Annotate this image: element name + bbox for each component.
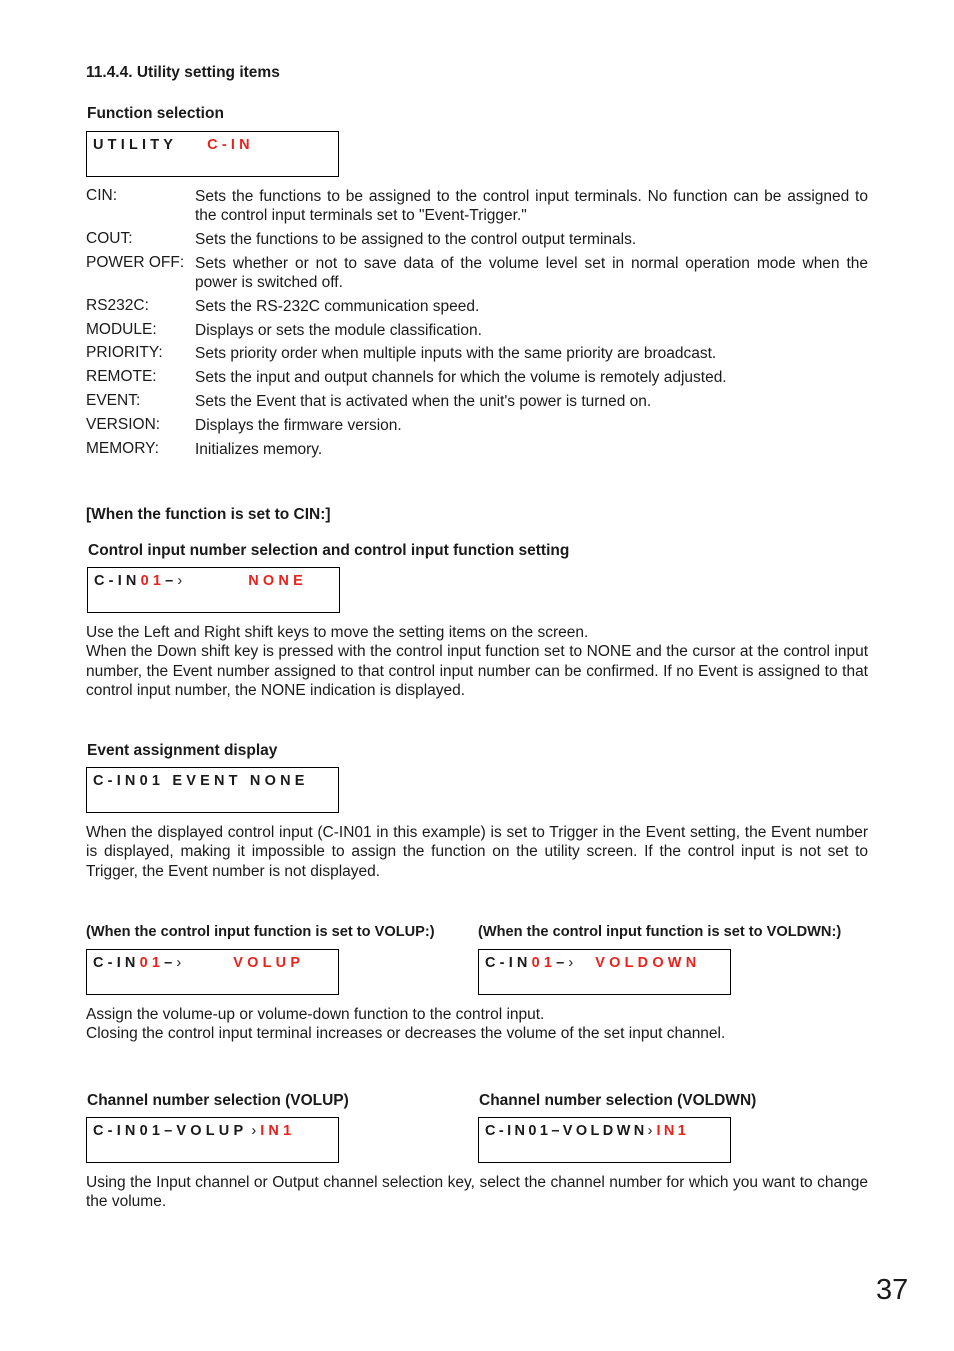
vol-description [86, 1005, 868, 1044]
lcd-utility-label: UTILITY [93, 137, 178, 153]
volup-heading: (When the control input function is set to VOLUP:) [86, 924, 435, 940]
paragraph: Use the Left and Right shift keys to move the setting items on the screen. [86, 624, 589, 641]
cin-section-heading: [When the function is set to CIN:] [86, 506, 331, 523]
voldwn-heading: (When the control input function is set to VOLDWN:) [478, 924, 842, 940]
event-display-description [86, 823, 868, 881]
page-number: 37 [876, 1274, 909, 1306]
cin-lcd [87, 567, 340, 613]
definition-description: Sets the functions to be assigned to the control output terminals. [195, 231, 637, 248]
lcd-number: 01 [531, 955, 557, 971]
paragraph: Assign the volume-up or volume-down function to the control input. [86, 1006, 545, 1023]
lcd-value: VOLUP [233, 955, 305, 971]
ch-volup-lcd [86, 1117, 339, 1163]
lcd-value: VOLDOWN [595, 955, 701, 971]
definition-term: CIN: [86, 187, 117, 204]
lcd-prefix: C-IN [485, 955, 532, 971]
lcd-cin-value: C-IN [207, 137, 254, 153]
event-display-heading: Event assignment display [87, 742, 278, 759]
ch-description [86, 1173, 868, 1212]
lcd-text: C-IN01 EVENT NONE [93, 773, 309, 789]
arrow-right-icon: › [177, 573, 183, 589]
paragraph: When the displayed control input (C-IN01 in this example) is set to Trigger in the Event setting, the Event number is displayed, making it impossible to assign the function on the utility screen. If the control input is not set to Trigger, the Event number is not displayed. [86, 824, 868, 880]
definition-description: Displays the firmware version. [195, 417, 402, 434]
ch-volup-heading: Channel number selection (VOLUP) [87, 1092, 349, 1109]
definition-term: MEMORY: [86, 440, 159, 457]
paragraph: Closing the control input terminal increases or decreases the volume of the set input channel. [86, 1025, 726, 1043]
definition-description: Sets the input and output channels for which the volume is remotely adjusted. [195, 369, 727, 386]
lcd-prefix: C-IN01–VOLDWN [485, 1123, 648, 1139]
definition-description: Initializes memory. [195, 441, 323, 458]
definition-description: Sets priority order when multiple inputs with the same priority are broadcast. [195, 345, 717, 362]
definition-term: MODULE: [86, 321, 157, 338]
lcd-number: 01 [139, 955, 165, 971]
paragraph: Using the Input channel or Output channel selection key, select the channel number for which you want to change the volume. [86, 1174, 868, 1211]
lcd-prefix: C-IN01–VOLUP [93, 1123, 248, 1139]
cin-description [86, 623, 868, 700]
definition-term: PRIORITY: [86, 344, 163, 361]
definition-term: POWER OFF: [86, 254, 185, 271]
lcd-value: IN1 [656, 1123, 690, 1139]
lcd-value: NONE [248, 573, 307, 589]
arrow-right-icon: › [176, 955, 182, 971]
arrow-right-icon: › [647, 1123, 653, 1139]
definition-term: REMOTE: [86, 368, 157, 385]
definition-term: RS232C: [86, 297, 149, 314]
lcd-value: IN1 [260, 1123, 296, 1139]
definition-description: Sets the RS-232C communication speed. [195, 298, 480, 315]
volup-lcd [86, 949, 339, 995]
arrow-right-icon: › [568, 955, 574, 971]
definition-term: VERSION: [86, 416, 161, 433]
ch-voldwn-heading: Channel number selection (VOLDWN) [479, 1092, 757, 1109]
lcd-number: 01 [140, 573, 166, 589]
lcd-prefix: C-IN [93, 955, 140, 971]
section-title: 11.4.4. Utility setting items [86, 64, 280, 81]
lcd-prefix: C-IN [94, 573, 141, 589]
definition-description: Sets whether or not to save data of the volume level set in normal operation mode when the power is switched off. [195, 255, 868, 291]
definition-term: COUT: [86, 230, 133, 247]
lcd-dash: – [164, 955, 177, 971]
ch-voldwn-lcd [478, 1117, 731, 1163]
definition-term: EVENT: [86, 392, 141, 409]
lcd-dash: – [165, 573, 178, 589]
definition-description: Sets the functions to be assigned to the control input terminals. No function can be assigned to the control input terminals set to "Event-Trigger." [195, 188, 868, 224]
function-selection-lcd [86, 131, 339, 177]
function-selection-heading: Function selection [87, 105, 224, 122]
voldwn-lcd [478, 949, 731, 995]
paragraph: When the Down shift key is pressed with the control input function set to NONE and the cursor at the control input number, the Event number assigned to that control input number can be confirmed. If no Event is assigned to that control input number, the NONE indication is displayed. [86, 643, 868, 699]
arrow-right-icon: › [251, 1123, 257, 1139]
cin-subheading: Control input number selection and control input function setting [88, 542, 570, 559]
definition-description: Sets the Event that is activated when the unit's power is turned on. [195, 393, 652, 410]
definition-description: Displays or sets the module classification. [195, 322, 482, 339]
lcd-dash: – [556, 955, 569, 971]
event-display-lcd [86, 767, 339, 813]
